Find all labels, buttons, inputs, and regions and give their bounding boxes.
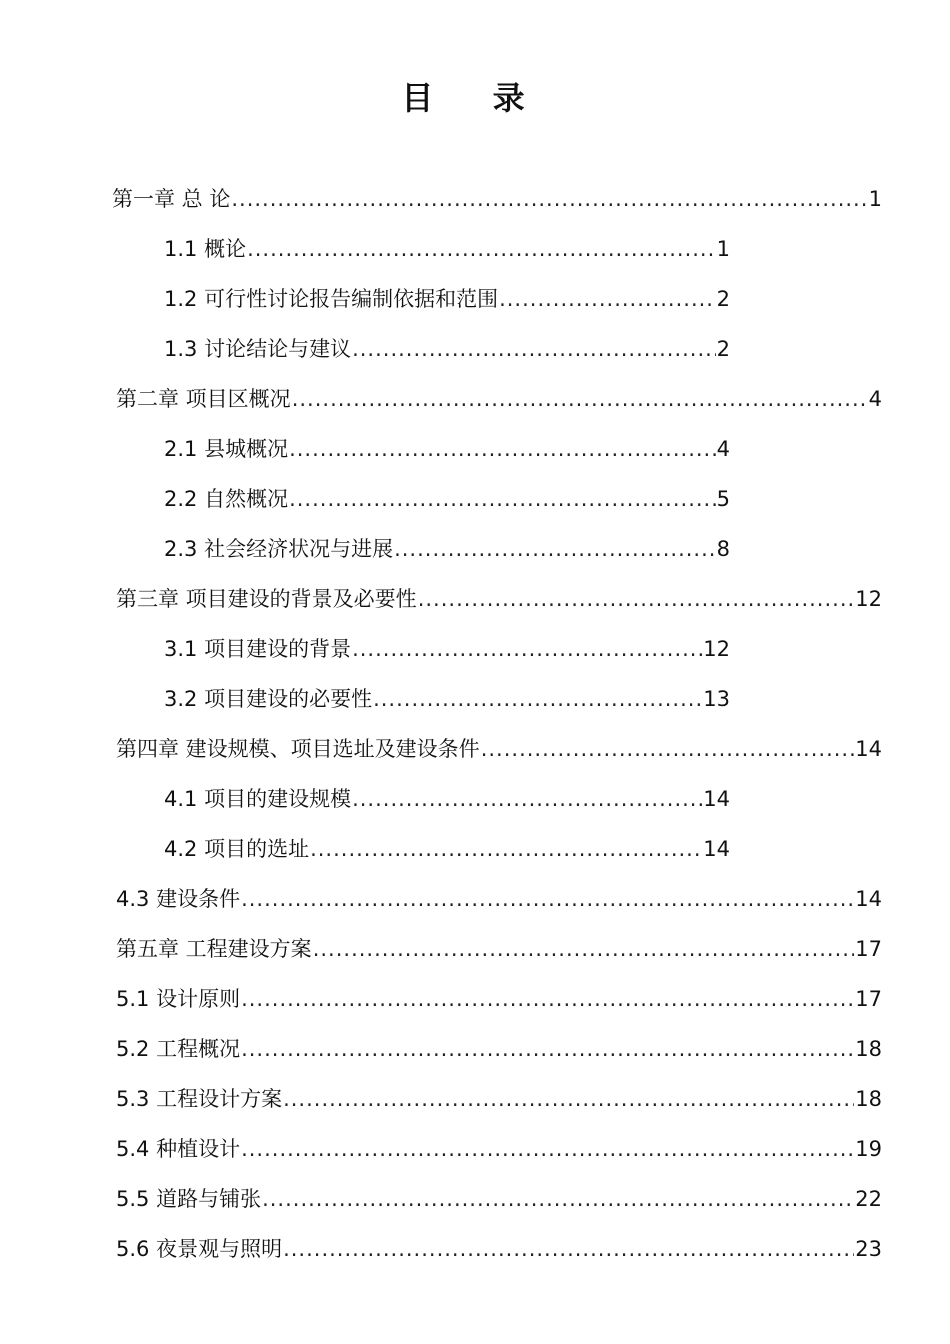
toc-dot-leader xyxy=(247,234,716,264)
toc-entry[interactable] xyxy=(116,584,882,614)
toc-entry[interactable] xyxy=(164,534,730,564)
toc-entry[interactable] xyxy=(116,734,882,764)
toc-dot-leader xyxy=(262,1184,854,1214)
toc-entry-label: 1.3 讨论结论与建议 xyxy=(164,334,351,364)
toc-entry-page: 17 xyxy=(855,987,882,1011)
toc-entry-label: 2.3 社会经济状况与进展 xyxy=(164,534,393,564)
toc-dot-leader xyxy=(241,1134,854,1164)
toc-entry-page: 2 xyxy=(716,287,730,311)
toc-entry-label: 4.1 项目的建设规模 xyxy=(164,784,351,814)
toc-entry-label: 5.2 工程概况 xyxy=(116,1034,240,1064)
toc-dot-leader xyxy=(373,684,702,714)
toc-dot-leader xyxy=(289,484,716,514)
toc-entry-label: 5.4 种植设计 xyxy=(116,1134,240,1164)
toc-dot-leader xyxy=(283,1234,854,1264)
page-title: 目 录 xyxy=(401,79,549,117)
toc-dot-leader xyxy=(310,834,702,864)
toc-entry-page: 22 xyxy=(855,1187,882,1211)
toc-entry-page: 13 xyxy=(703,687,730,711)
toc-entry-label: 第三章 项目建设的背景及必要性 xyxy=(116,584,417,614)
toc-dot-leader xyxy=(241,884,854,914)
toc-entry-label: 第一章 总 论 xyxy=(112,184,230,214)
toc-dot-leader xyxy=(394,534,716,564)
toc-dot-leader xyxy=(418,584,855,614)
toc-entry[interactable] xyxy=(116,934,882,964)
toc-entry[interactable] xyxy=(164,834,730,864)
toc-dot-leader xyxy=(352,334,716,364)
toc-dot-leader xyxy=(481,734,855,764)
toc-entry-label: 5.3 工程设计方案 xyxy=(116,1084,282,1114)
toc-entry-page: 17 xyxy=(855,937,882,961)
toc-entry-label: 2.2 自然概况 xyxy=(164,484,288,514)
toc-entry-label: 1.1 概论 xyxy=(164,234,246,264)
toc-entry[interactable] xyxy=(164,634,730,664)
toc-entry-label: 第二章 项目区概况 xyxy=(116,384,291,414)
toc-dot-leader xyxy=(241,1034,854,1064)
toc-dot-leader xyxy=(292,384,868,414)
toc-entry[interactable] xyxy=(116,1134,882,1164)
toc-entry-page: 1 xyxy=(868,187,882,211)
toc-entry[interactable] xyxy=(116,984,882,1014)
toc-dot-leader xyxy=(352,784,702,814)
toc-entry[interactable] xyxy=(164,784,730,814)
toc-dot-leader xyxy=(283,1084,854,1114)
toc-entry-page: 4 xyxy=(716,437,730,461)
toc-entry-label: 2.1 县城概况 xyxy=(164,434,288,464)
toc-dot-leader xyxy=(313,934,855,964)
toc-entry-page: 14 xyxy=(855,737,882,761)
toc-entry[interactable] xyxy=(116,884,882,914)
toc-entry-label: 3.2 项目建设的必要性 xyxy=(164,684,372,714)
toc-dot-leader xyxy=(231,184,867,214)
toc-entry-page: 5 xyxy=(716,487,730,511)
toc-entry[interactable] xyxy=(116,384,882,414)
toc-dot-leader xyxy=(499,284,716,314)
toc-entry[interactable] xyxy=(164,484,730,514)
toc-entry-page: 18 xyxy=(855,1087,882,1111)
toc-entry[interactable] xyxy=(116,1084,882,1114)
toc-entry-label: 5.6 夜景观与照明 xyxy=(116,1234,282,1264)
toc-entry-label: 3.1 项目建设的背景 xyxy=(164,634,351,664)
toc-entry[interactable] xyxy=(164,334,730,364)
toc-entry[interactable] xyxy=(164,684,730,714)
toc-entry-label: 5.1 设计原则 xyxy=(116,984,240,1014)
toc-entry-label: 1.2 可行性讨论报告编制依据和范围 xyxy=(164,284,498,314)
toc-entry-label: 第五章 工程建设方案 xyxy=(116,934,312,964)
toc-entry[interactable] xyxy=(116,1234,882,1264)
toc-entry[interactable] xyxy=(116,1034,882,1064)
toc-entry[interactable] xyxy=(164,234,730,264)
toc-entry-page: 8 xyxy=(716,537,730,561)
toc-dot-leader xyxy=(289,434,716,464)
toc-entry-page: 12 xyxy=(855,587,882,611)
toc-entry-label: 4.3 建设条件 xyxy=(116,884,240,914)
toc-entry-page: 14 xyxy=(855,887,882,911)
toc-dot-leader xyxy=(241,984,854,1014)
toc-entry-page: 1 xyxy=(716,237,730,261)
toc-dot-leader xyxy=(352,634,702,664)
toc-entry-page: 14 xyxy=(703,837,730,861)
toc-entry[interactable] xyxy=(116,1184,882,1214)
toc-entry-page: 2 xyxy=(716,337,730,361)
toc-entry-page: 18 xyxy=(855,1037,882,1061)
toc-entry-page: 19 xyxy=(855,1137,882,1161)
toc-entry[interactable] xyxy=(164,434,730,464)
toc-entry-page: 4 xyxy=(868,387,882,411)
toc-entry[interactable] xyxy=(164,284,730,314)
toc-entry-label: 第四章 建设规模、项目选址及建设条件 xyxy=(116,734,480,764)
toc-entry-page: 12 xyxy=(703,637,730,661)
toc-entry-page: 23 xyxy=(855,1237,882,1261)
toc-entry-page: 14 xyxy=(703,787,730,811)
toc-entry-label: 5.5 道路与铺张 xyxy=(116,1184,261,1214)
toc-entry[interactable] xyxy=(112,184,882,214)
toc-entry-label: 4.2 项目的选址 xyxy=(164,834,309,864)
